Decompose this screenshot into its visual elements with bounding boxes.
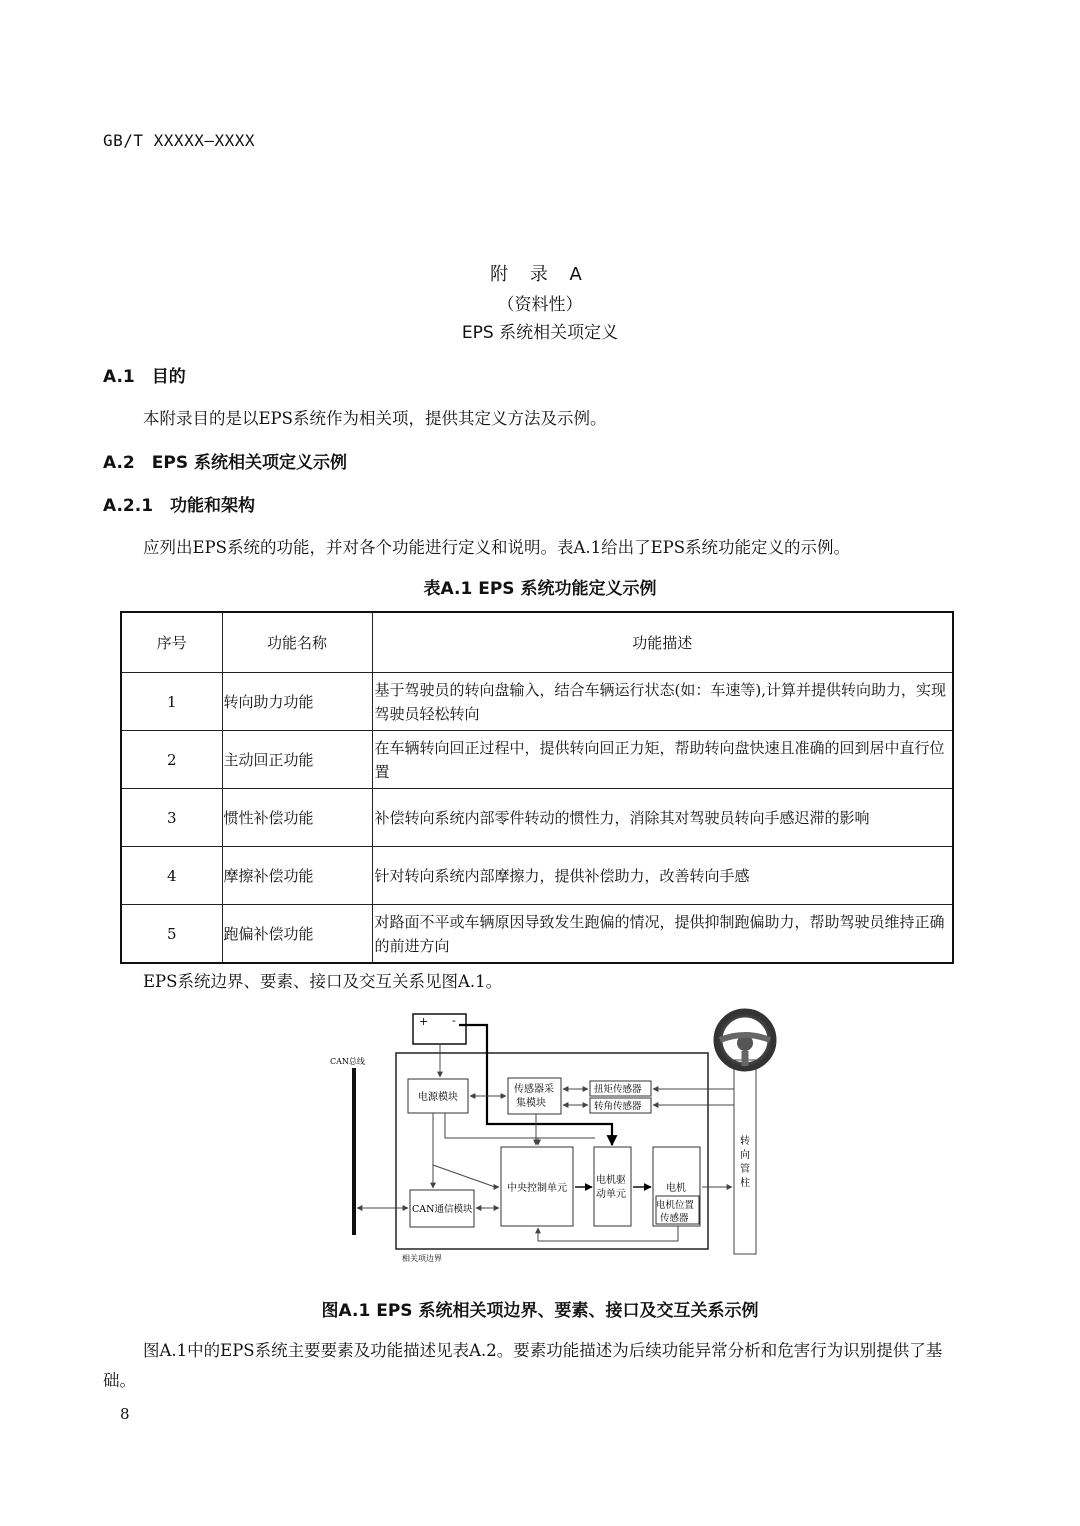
annex-nature: （资料性） — [497, 295, 583, 315]
table-caption: 表A.1 EPS 系统功能定义示例 — [423, 579, 657, 599]
ecu-label: 中央控制单元 — [507, 1183, 567, 1194]
power-ecu-line — [445, 1113, 595, 1138]
bottom-paragraph: 图A.1中的EPS系统主要要素及功能描述见表A.2。要素功能描述为后续功能异常分析和危害行为识别提供了基础。 — [103, 1341, 943, 1390]
document-code: GB/T XXXXX—XXXX — [103, 131, 255, 150]
table-row — [121, 731, 953, 789]
page-number: 8 — [120, 1405, 130, 1423]
annex-title: 附 录 A — [490, 264, 590, 285]
can-module-label: CAN通信模块 — [412, 1204, 473, 1215]
motor-drive-label-1: 电机驱 — [596, 1175, 626, 1186]
sensor-acq-label-1: 传感器采 — [514, 1084, 554, 1095]
row-no: 5 — [121, 905, 222, 964]
figure-reference-paragraph: EPS系统边界、要素、接口及交互关系见图A.1。 — [143, 972, 503, 991]
function-table — [120, 611, 954, 964]
section-a2-heading: A.2 EPS 系统相关项定义示例 — [103, 453, 347, 473]
section-a1-heading: A.1 目的 — [103, 367, 186, 387]
row-desc: 对路面不平或车辆原因导致发生跑偏的情况，提供抑制跑偏助力，帮助驾驶员维持正确的前进方向 — [372, 905, 953, 964]
steering-col-char-2: 向 — [740, 1150, 750, 1161]
steering-col-char-3: 管 — [740, 1164, 750, 1175]
sensor-acq-label-2: 集模块 — [516, 1098, 546, 1109]
table-header-row — [121, 612, 953, 673]
table-row — [121, 847, 953, 905]
motor-drive-box — [594, 1147, 631, 1226]
row-name: 摩擦补偿功能 — [222, 847, 372, 905]
annex-subject: EPS 系统相关项定义 — [461, 323, 619, 343]
row-desc: 在车辆转向回正过程中，提供转向回正力矩，帮助转向盘快速且准确的回到居中直行位置 — [372, 731, 953, 789]
motor-label: 电机 — [666, 1183, 686, 1194]
row-no: 1 — [121, 673, 222, 731]
table-header-name: 功能名称 — [222, 612, 372, 673]
section-a1-paragraph: 本附录目的是以EPS系统作为相关项，提供其定义方法及示例。 — [143, 409, 607, 428]
row-name: 主动回正功能 — [222, 731, 372, 789]
power-module-label: 电源模块 — [418, 1092, 458, 1103]
table-header-no: 序号 — [121, 612, 222, 673]
angle-sensor-label: 转角传感器 — [594, 1101, 642, 1112]
table-row — [121, 673, 953, 731]
row-desc: 基于驾驶员的转向盘输入，结合车辆运行状态(如：车速等),计算并提供转向助力，实现驾驶员轻松转向 — [372, 673, 953, 731]
torque-sensor-label: 扭矩传感器 — [594, 1084, 642, 1095]
steering-col-char-1: 转 — [740, 1136, 750, 1147]
power-ecu-diag — [433, 1165, 499, 1187]
row-name: 跑偏补偿功能 — [222, 905, 372, 964]
motor-pos-label-1: 电机位置 — [656, 1200, 695, 1211]
row-no: 2 — [121, 731, 222, 789]
row-desc: 针对转向系统内部摩擦力，提供补偿助力，改善转向手感 — [372, 847, 953, 905]
table-header-desc: 功能描述 — [372, 612, 953, 673]
steering-wheel-icon — [718, 1013, 772, 1067]
boundary-label: 相关项边界 — [402, 1254, 442, 1263]
row-name: 惯性补偿功能 — [222, 789, 372, 847]
table-row — [121, 905, 953, 964]
battery-plus: + — [419, 1015, 429, 1028]
figure-caption: 图A.1 EPS 系统相关项边界、要素、接口及交互关系示例 — [321, 1301, 759, 1321]
battery-minus: - — [452, 1014, 456, 1027]
motor-pos-label-2: 传感器 — [660, 1213, 689, 1224]
motor-feedback-arrow — [538, 1226, 678, 1241]
section-a21-heading: A.2.1 功能和架构 — [103, 496, 256, 516]
row-no: 3 — [121, 789, 222, 847]
steering-col-char-4: 柱 — [740, 1178, 750, 1189]
motor-drive-label-2: 动单元 — [596, 1189, 626, 1200]
can-bus-label: CAN总线 — [330, 1057, 365, 1066]
row-desc: 补偿转向系统内部零件转动的惯性力，消除其对驾驶员转向手感迟滞的影响 — [372, 789, 953, 847]
table-row — [121, 789, 953, 847]
eps-architecture-diagram — [320, 1005, 790, 1265]
row-name: 转向助力功能 — [222, 673, 372, 731]
row-no: 4 — [121, 847, 222, 905]
section-a21-paragraph: 应列出EPS系统的功能，并对各个功能进行定义和说明。表A.1给出了EPS系统功能定义的示例。 — [143, 538, 851, 557]
